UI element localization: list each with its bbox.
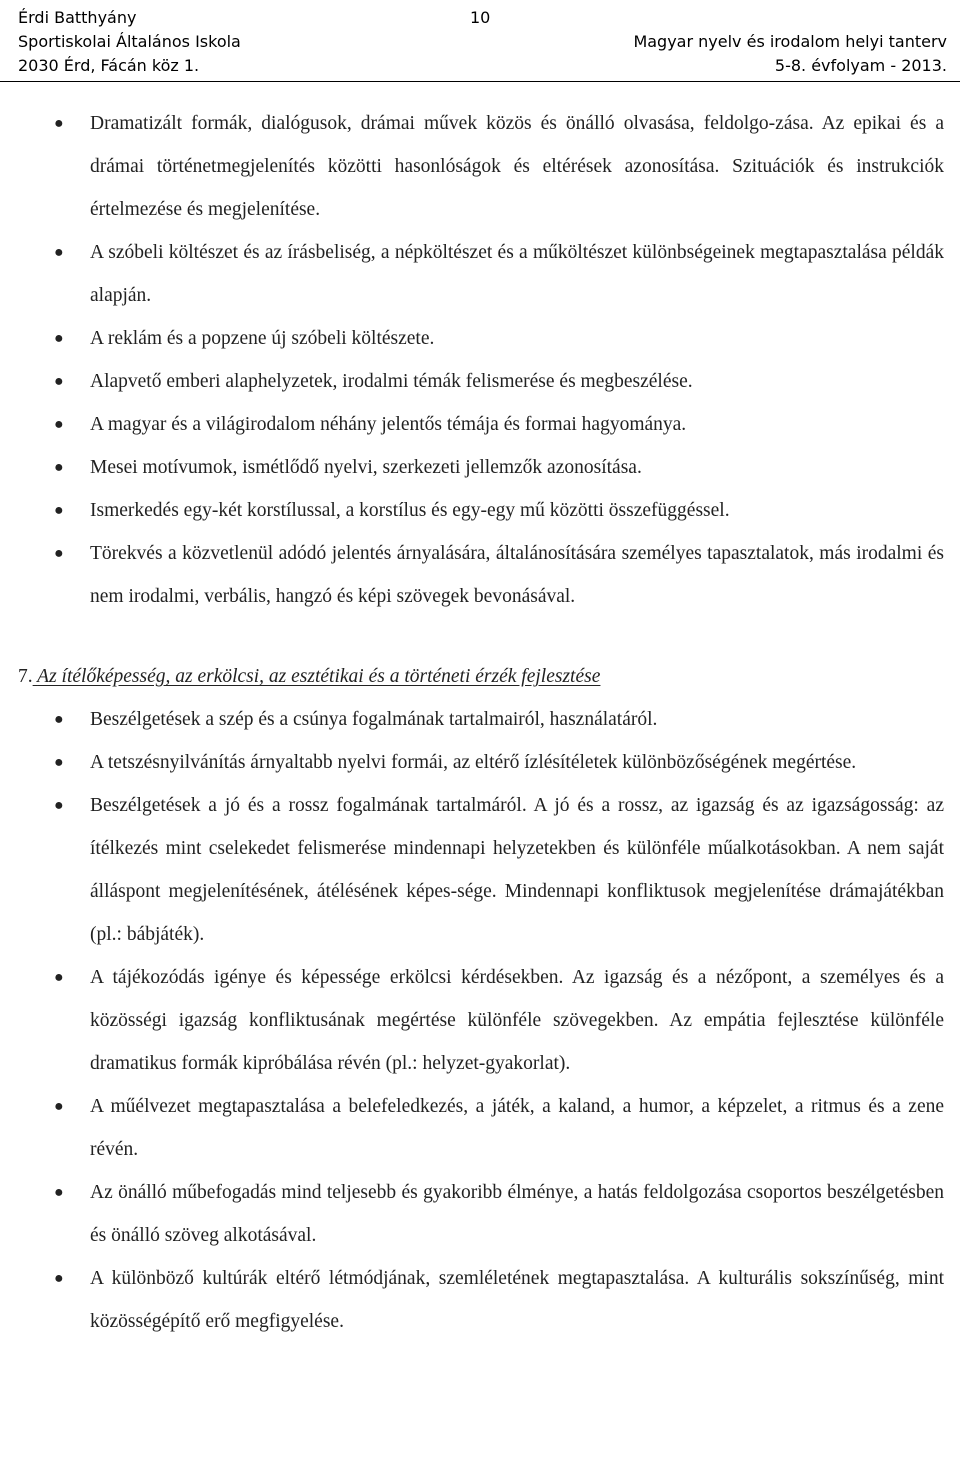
grade-range: 5-8. évfolyam - 2013. bbox=[774, 56, 947, 75]
list-item bbox=[0, 1085, 960, 1171]
bullet-icon: ● bbox=[54, 459, 64, 476]
list-item bbox=[0, 1171, 960, 1257]
bullet-icon: ● bbox=[54, 373, 64, 390]
section-title: Az ítélőképesség, az erkölcsi, az esztétikai és a történeti érzék fejlesztése bbox=[37, 666, 601, 687]
list-item bbox=[0, 403, 960, 446]
bullet-list-reading bbox=[0, 102, 960, 618]
bullet-icon: ● bbox=[54, 330, 64, 347]
list-item-text: A műélvezet megtapasztalása a belefeledkezés, a játék, a kaland, a humor, a képzelet, a ritmus és a zene révén. bbox=[90, 1096, 944, 1160]
bullet-icon: ● bbox=[54, 416, 64, 433]
bullet-icon: ● bbox=[54, 1098, 64, 1115]
school-type: Sportiskolai Általános Iskola bbox=[18, 32, 241, 51]
bullet-list-judgement bbox=[0, 698, 960, 1343]
document-title: Magyar nyelv és irodalom helyi tanterv bbox=[633, 32, 947, 51]
school-name: Érdi Batthyány bbox=[18, 8, 137, 27]
list-item bbox=[0, 532, 960, 618]
list-item bbox=[0, 102, 960, 231]
page-number: 10 bbox=[470, 8, 491, 27]
bullet-icon: ● bbox=[54, 711, 64, 728]
list-item-text: Alapvető emberi alaphelyzetek, irodalmi témák felismerése és megbeszélése. bbox=[90, 371, 693, 392]
list-item-text: A magyar és a világirodalom néhány jelentős témája és formai hagyománya. bbox=[90, 414, 687, 435]
list-item-text: Beszélgetések a jó és a rossz fogalmának tartalmáról. A jó és a rossz, az igazság és az igazságosság: az ítélkezés mint cselekedet felismerése mindennapi helyzetekben és különféle műalkotásokban. A nem saját álláspont megjelenítésének, átélésének képes-sége. Mindennapi konfliktusok megjelenítése drámajátékban (pl.: bábjáték). bbox=[90, 795, 944, 945]
list-item-text: Ismerkedés egy-két korstílussal, a korstílus és egy-egy mű közötti összefüggéssel. bbox=[90, 500, 730, 521]
list-item-text: A reklám és a popzene új szóbeli költészete. bbox=[90, 328, 435, 349]
list-item bbox=[0, 360, 960, 403]
document-body bbox=[0, 102, 960, 1343]
bullet-icon: ● bbox=[54, 754, 64, 771]
list-item-text: Törekvés a közvetlenül adódó jelentés árnyalására, általánosítására személyes tapasztalatok, más irodalmi és nem irodalmi, verbális, hangzó és képi szövegek bevonásával. bbox=[90, 543, 944, 607]
list-item-text: Mesei motívumok, ismétlődő nyelvi, szerkezeti jellemzők azonosítása. bbox=[90, 457, 642, 478]
bullet-icon: ● bbox=[54, 502, 64, 519]
bullet-icon: ● bbox=[54, 1184, 64, 1201]
bullet-icon: ● bbox=[54, 115, 64, 132]
list-item-text: Az önálló műbefogadás mind teljesebb és gyakoribb élménye, a hatás feldolgozása csoportos beszélgetésben és önálló szöveg alkotásával. bbox=[90, 1182, 944, 1246]
list-item bbox=[0, 741, 960, 784]
bullet-icon: ● bbox=[54, 244, 64, 261]
list-item-text: Dramatizált formák, dialógusok, drámai művek közös és önálló olvasása, feldolgo-zása. Az epikai és a drámai történetmegjelenítés közötti hasonlóságok és eltérések azonosítása. Szituációk és instrukciók értelmezése és megjelenítése. bbox=[90, 113, 944, 220]
section-number: 7. bbox=[18, 666, 33, 687]
list-item-text: A tetszésnyilvánítás árnyaltabb nyelvi formái, az eltérő ízlésítéletek különbözőségének megértése. bbox=[90, 752, 857, 773]
list-item bbox=[0, 784, 960, 956]
list-item-text: Beszélgetések a szép és a csúnya fogalmának tartalmairól, használatáról. bbox=[90, 709, 658, 730]
bullet-icon: ● bbox=[54, 1270, 64, 1287]
section-heading bbox=[18, 655, 960, 698]
bullet-icon: ● bbox=[54, 545, 64, 562]
page-header bbox=[0, 0, 960, 82]
bullet-icon: ● bbox=[54, 797, 64, 814]
list-item-text: A tájékozódás igénye és képessége erkölcsi kérdésekben. Az igazság és a nézőpont, a személyes és a közösségi igazság konfliktusának megértése különféle szövegekben. Az empátia fejlesztése különféle dramatikus formák kipróbálása révén (pl.: helyzet-gyakorlat). bbox=[90, 967, 944, 1074]
list-item-text: A különböző kultúrák eltérő létmódjának, szemléletének megtapasztalása. A kulturális sokszínűség, mint közösségépítő erő megfigyelése. bbox=[90, 1268, 944, 1332]
list-item bbox=[0, 698, 960, 741]
list-item bbox=[0, 317, 960, 360]
list-item-text: A szóbeli költészet és az írásbeliség, a népköltészet és a műköltészet különbségeinek megtapasztalása példák alapján. bbox=[90, 242, 944, 306]
list-item bbox=[0, 1257, 960, 1343]
bullet-icon: ● bbox=[54, 969, 64, 986]
list-item bbox=[0, 446, 960, 489]
list-item bbox=[0, 489, 960, 532]
school-address: 2030 Érd, Fácán köz 1. bbox=[18, 56, 200, 75]
list-item bbox=[0, 231, 960, 317]
list-item bbox=[0, 956, 960, 1085]
